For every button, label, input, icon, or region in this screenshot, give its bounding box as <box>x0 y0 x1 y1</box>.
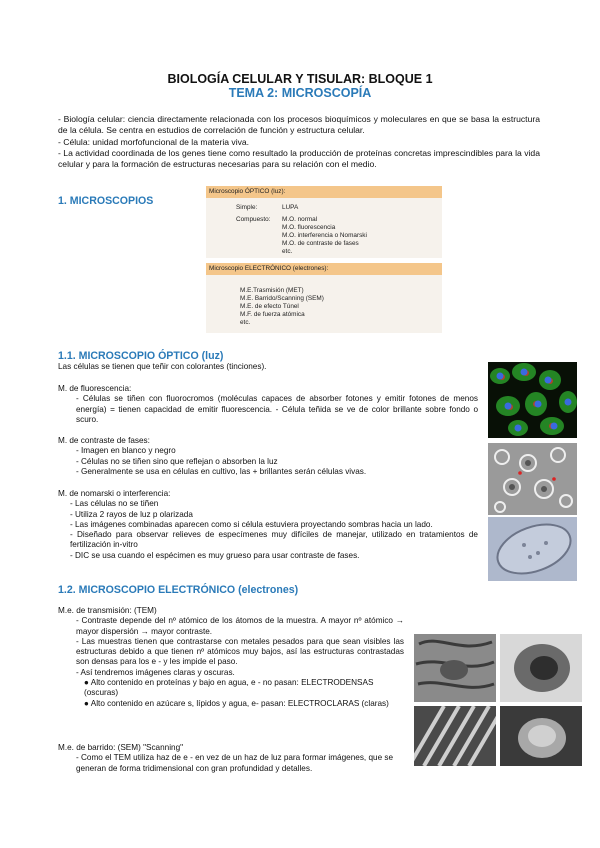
scheme-compuesto-item: M.O. normal <box>282 216 318 223</box>
nomarski-title: M. de nomarski o interferencia: <box>58 489 171 498</box>
sem-title: M.e. de barrido: (SEM) "Scanning" <box>58 743 184 752</box>
scheme-compuesto-item: M.O. interferencia o Nomarski <box>282 232 367 239</box>
nomarski-item: - DIC se usa cuando el espécimen es muy grueso para usar contraste de fases. <box>70 550 360 560</box>
scheme-electronico-item: M.E. Barrido/Scanning (SEM) <box>240 295 324 302</box>
nomarski-block <box>58 489 478 561</box>
intro-paragraph-1: - Biología celular: ciencia directamente relacionada con los procesos bioquímicos y moleculares en que se basa la estructura de la célula. Se centra en estudios de correlación de función y estructura celular. <box>58 114 540 136</box>
fluorescence-image <box>488 362 577 438</box>
document-subtitle: TEMA 2: MICROSCOPÍA <box>228 86 372 100</box>
contraste-title: M. de contraste de fases: <box>58 436 150 445</box>
scheme-compuesto-item: M.O. fluorescencia <box>282 224 336 231</box>
tem-item: - Las muestras tienen que contrastarse con metales pesados para que sean visibles las estructuras debido a que tienen nº atómicos muy bajos, así las estructuras contrastadas son densas para los e - y les impide el paso. <box>76 636 404 667</box>
document-title: BIOLOGÍA CELULAR Y TISULAR: BLOQUE 1 <box>167 72 433 86</box>
tem-block <box>58 606 404 709</box>
contraste-item: - Células no se tiñen sino que reflejan o absorben la luz <box>76 456 278 466</box>
scheme-simple-value: LUPA <box>282 204 299 211</box>
scheme-compuesto-item: etc. <box>282 248 293 255</box>
nomarski-image <box>488 517 577 581</box>
scheme-electronico <box>206 263 442 333</box>
fluorescencia-block <box>58 384 478 425</box>
tem-item: - Contraste depende del nº atómico de los átomos de la muestra. A mayor nº atómico → mayor dispersión → mayor contraste. <box>76 616 404 636</box>
sem-image-1 <box>414 706 496 766</box>
scheme-electronico-item: etc. <box>240 319 251 326</box>
tem-item: - Así tendremos imágenes claras y oscuras. <box>76 667 235 677</box>
scheme-electronico-header: Microscopio ELECTRÓNICO (electrones): <box>206 263 442 275</box>
scheme-optico-header: Microscopio ÓPTICO (luz): <box>206 186 442 198</box>
tem-image-2 <box>500 634 582 702</box>
nomarski-item: - Diseñado para observar relieves de especímenes muy difíciles de manejar, utilizado en tratamientos de fertilización in-vitro <box>70 530 478 550</box>
sem-image-2 <box>500 706 582 766</box>
sem-text: - Como el TEM utiliza haz de e - en vez de un haz de luz para formar imágenes, que se generan de forma tridimensional con gran profundidad y detalles. <box>76 753 394 773</box>
nomarski-item: - Utiliza 2 rayos de luz p olarizada <box>70 509 193 519</box>
tem-bullet: ● Alto contenido en azúcare s, lípidos y agua, e- pasan: ELECTROCLARAS (claras) <box>84 698 389 708</box>
tem-title: M.e. de transmisión: (TEM) <box>58 606 157 615</box>
intro-paragraph-2: - Célula: unidad morfofuncional de la materia viva. <box>58 137 250 147</box>
tem-bullet: ● Alto contenido en proteínas y bajo en agua, e - no pasan: ELECTRODENSAS (oscuras) <box>84 678 374 698</box>
tem-image-1 <box>414 634 496 702</box>
fluorescencia-title: M. de fluorescencia: <box>58 384 132 393</box>
scheme-simple-label: Simple: <box>236 204 258 211</box>
nomarski-item: - Las imágenes combinadas aparecen como si célula estuviera proyectando sombras hacia un lado. <box>70 519 433 529</box>
contraste-block <box>58 436 478 477</box>
scheme-compuesto-label: Compuesto: <box>236 216 271 223</box>
phase-contrast-image <box>488 443 577 515</box>
scheme-electronico-item: M.E. de efecto Túnel <box>240 303 299 310</box>
scheme-electronico-item: M.F. de fuerza atómica <box>240 311 305 318</box>
contraste-item: - Generalmente se usa en células en cultivo, las + brillantes serán células vivas. <box>76 466 367 476</box>
intro-paragraph-3: - La actividad coordinada de los genes tiene como resultado la producción de proteínas concretas imprescindibles para la vida celular y para la formación de estructuras necesarias para su relación con el medio. <box>58 148 540 170</box>
scheme-compuesto-item: M.O. de contraste de fases <box>282 240 359 247</box>
scheme-electronico-item: M.E.Trasmisión (MET) <box>240 287 304 294</box>
sem-block <box>58 743 404 774</box>
section-title-optico: 1.1. MICROSCOPIO ÓPTICO (luz) <box>58 350 224 362</box>
contraste-item: - Imagen en blanco y negro <box>76 446 176 456</box>
optico-lead: Las células se tienen que teñir con colorantes (tinciones). <box>58 362 267 371</box>
fluorescencia-text: - Células se tiñen con fluorocromos (moléculas capaces de absorber fotones y emitir fotones de menos energía) = tienen capacidad de emitir fluorescencia. - Célula teñida se ve de color brillante sobre fondo o scuro. <box>76 394 478 424</box>
nomarski-item: - Las células no se tiñen <box>70 499 159 509</box>
section-title-electronico: 1.2. MICROSCOPIO ELECTRÓNICO (electrones) <box>58 584 299 596</box>
scheme-optico <box>206 186 442 258</box>
section-title-microscopios: 1. MICROSCOPIOS <box>58 195 154 207</box>
